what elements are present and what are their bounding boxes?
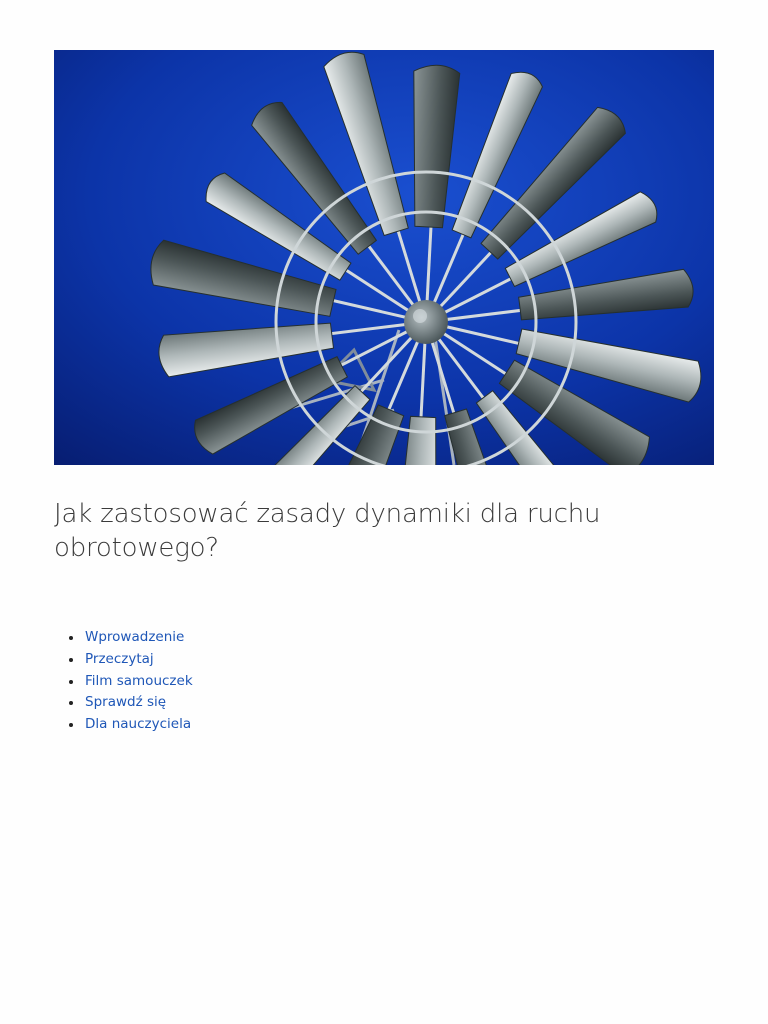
toc-link-check[interactable]: Sprawdź się	[85, 694, 167, 711]
toc-link-intro[interactable]: Wprowadzenie	[85, 629, 185, 645]
toc-item-read	[85, 649, 193, 671]
hero-image	[54, 50, 714, 465]
toc-item-video	[85, 671, 193, 693]
toc-item-teacher	[85, 714, 193, 736]
toc-item-intro	[85, 627, 193, 649]
page-title: Jak zastosować zasady dynamiki dla ruchu obrotowego?	[54, 499, 601, 563]
windmill-illustration	[54, 50, 714, 465]
toc-link-video[interactable]: Film samouczek	[85, 672, 193, 689]
toc-link-teacher[interactable]: Dla nauczyciela	[85, 716, 192, 733]
table-of-contents	[54, 627, 193, 736]
toc-item-check	[85, 692, 193, 714]
toc-link-read[interactable]: Przeczytaj	[85, 650, 154, 667]
windmill-hub	[404, 300, 448, 344]
